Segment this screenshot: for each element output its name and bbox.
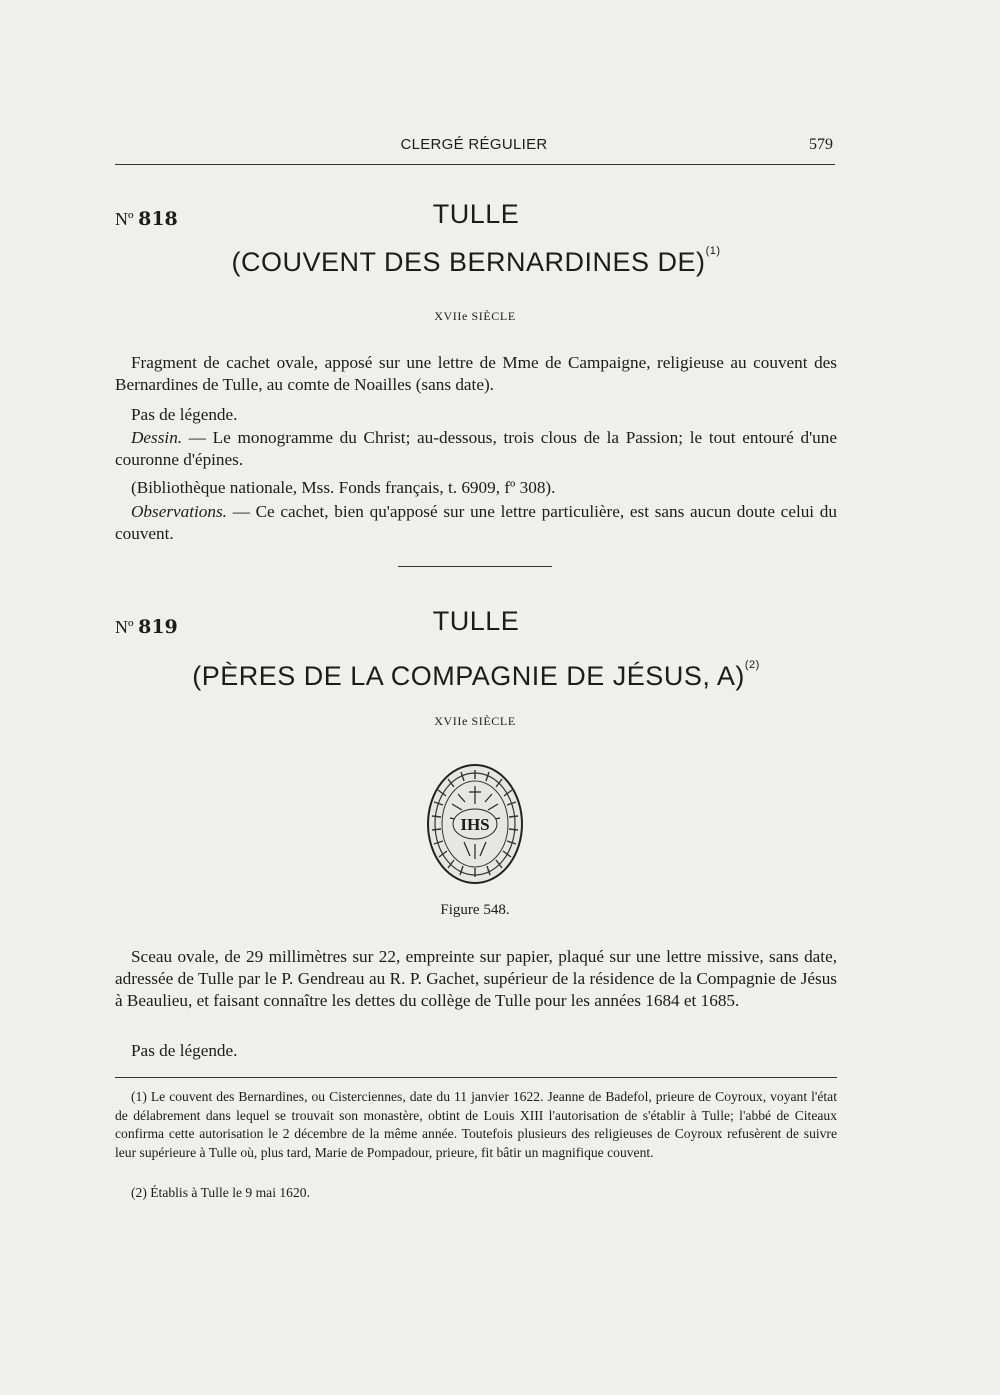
running-head-title: CLERGÉ RÉGULIER (400, 136, 548, 153)
seal-monogram: IHS (460, 815, 490, 834)
entry-818-legend: Pas de légende. (131, 405, 238, 424)
entry-number-value: 818 (138, 208, 178, 230)
header-rule (115, 164, 835, 165)
footnote-1: (1) Le couvent des Bernardines, ou Cisterciennes, date du 11 janvier 1622. Jeanne de Badefol, prieure de Coyroux, voyant l'état de délabrement dans lequel se trouvait son monastère, obtint de Louis XIII l'autorisation de s'établir à Tulle; l'abbé de Citeaux confirma cette autorisation le 2 décembre de la même année. Toutefois plusieurs des religieuses de Coyroux refusèrent de suivre leur supérieure à Tulle où, plus tard, Marie de Pompadour, prieure, fit bâtir un magnifique couvent. (115, 1089, 837, 1160)
entry-818-century: XVIIe SIÈCLE (434, 309, 516, 323)
footnote-rule (115, 1077, 837, 1078)
entry-818-title: TULLE (432, 199, 520, 229)
footnote-ref-1[interactable]: (1) (705, 245, 721, 257)
page-number: 579 (809, 136, 833, 153)
entry-818-observations (115, 501, 837, 545)
design-label: Dessin. (131, 428, 183, 447)
entry-818-source: (Bibliothèque nationale, Mss. Fonds français, t. 6909, fº 308). (131, 478, 556, 497)
entry-818-subtitle-text: (COUVENT DES BERNARDINES DE) (231, 247, 706, 277)
entry-number-prefix: Nº (115, 617, 134, 637)
entry-818-description: Fragment de cachet ovale, apposé sur une lettre de Mme de Campaigne, religieuse au couvent des Bernardines de Tulle, au comte de Noailles (sans date). (115, 353, 837, 394)
footnote-2: (2) Établis à Tulle le 9 mai 1620. (131, 1185, 310, 1200)
entry-819-subtitle (0, 661, 952, 692)
observations-label: Observations. (131, 502, 227, 521)
ihs-seal-icon (422, 760, 532, 890)
entry-number-value: 819 (138, 616, 178, 638)
entry-818-subtitle (0, 247, 952, 278)
section-separator (398, 566, 552, 567)
seal-figure (422, 760, 532, 890)
running-head (115, 136, 833, 156)
entry-819-century: XVIIe SIÈCLE (434, 714, 516, 728)
entry-number-prefix: Nº (115, 209, 134, 229)
design-text: — Le monogramme du Christ; au-dessous, trois clous de la Passion; le tout entouré d'une couronne d'épines. (115, 428, 837, 469)
footnote-ref-2[interactable]: (2) (744, 659, 760, 671)
entry-819-title: TULLE (432, 606, 520, 636)
entry-819-description: Sceau ovale, de 29 millimètres sur 22, empreinte sur papier, plaqué sur une lettre missive, sans date, adressée de Tulle par le P. Gendreau au R. P. Gachet, supérieur de la résidence de la Compagnie de Jésus à Beaulieu, et faisant connaître les dettes du collège de Tulle pour les années 1684 et 1685. (115, 947, 837, 1010)
figure-caption: Figure 548. (440, 902, 510, 918)
entry-819-legend: Pas de légende. (131, 1041, 238, 1060)
observations-text: — Ce cachet, bien qu'apposé sur une lettre particulière, est sans aucun doute celui du couvent. (115, 502, 837, 543)
entry-819-subtitle-text: (PÈRES DE LA COMPAGNIE DE JÉSUS, A) (192, 661, 745, 691)
entry-818-design (115, 427, 837, 471)
